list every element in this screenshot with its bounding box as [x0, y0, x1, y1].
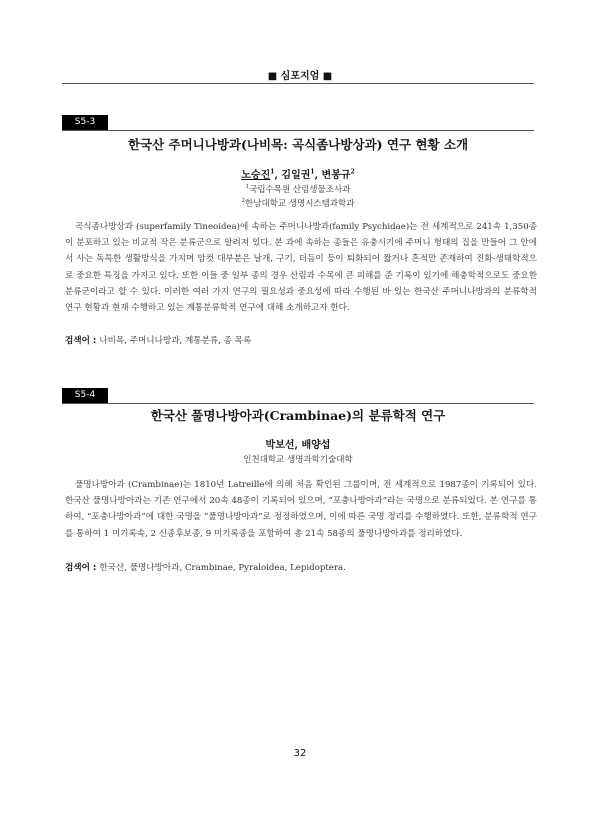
- abstract-body: [65, 219, 537, 316]
- affiliation-line: [62, 197, 534, 209]
- author-name: 박보선: [265, 440, 295, 451]
- author-name: 김일권: [281, 170, 311, 181]
- author-name: 변봉규: [321, 170, 351, 181]
- abstract-divider: [62, 130, 534, 131]
- affiliation-sup: 1: [245, 184, 250, 191]
- affiliation-line: [62, 453, 534, 465]
- abstract-keywords: [65, 561, 537, 573]
- keywords-text: 한국산, 풀명나방아과, Crambinae, Pyraloidea, Lepidoptera.: [99, 563, 346, 573]
- keywords-label: 검색어 :: [65, 563, 100, 573]
- abstract-body: [65, 477, 537, 542]
- abstract-tag: S5-4: [62, 388, 108, 403]
- author-sup: 1: [310, 168, 315, 176]
- abstract-authors: [62, 436, 534, 451]
- affiliation-sup: 2: [241, 198, 246, 205]
- page-header-title: ■ 심포지엄 ■: [267, 71, 333, 82]
- author-name: 노승진: [241, 170, 271, 181]
- author-name: 배양섭: [301, 440, 331, 451]
- affiliation-text: 인천대학교 생명과학기술대학: [243, 455, 353, 465]
- page-number: 32: [293, 748, 307, 759]
- abstract-paragraph: 곡식좀나방상과 (superfamily Tineoidea)에 속하는 주머니나방과(family Psychidae)는 전 세계적으로 241속 1,350종이 분포하고 있는 비교적 작은 분류군으로 알려져 있다. 본 과에 속하는 종들은 유충시기에 주머니 형태의 집을 만들어 그 안에서 사는 독특한 생활방식을 가지며 암컷 대부분은 날개, 구기, 더듬이 등이 퇴화되어 짧거나 흔적만 존재하여 진화-생태학적으로 중요한 특징을 가지고 있다. 또한 이들 중 일부 종의 경우 산림과 수목에 큰 피해를 준 기록이 있기에 해충학적으로도 중요한 분류군이라고 할 수 있다. 이러한 여러 가지 연구의 필요성과 중요성에 따라 수행된 바 있는 한국산 주머니나방과의 분류학적 연구 현황과 현재 수행하고 있는 계통분류학적 연구에 대해 소개하고자 한다.: [65, 222, 537, 314]
- author-separator: ,: [294, 440, 302, 451]
- affiliation-text: 국립수목원 산림생물조사과: [249, 185, 351, 195]
- abstract-keywords: [65, 334, 537, 346]
- affiliation-text: 한남대학교 생명시스템과학과: [245, 199, 355, 209]
- abstract-title: 한국산 주머니나방과(나비목: 곡식좀나방상과) 연구 현황 소개: [127, 137, 469, 152]
- abstract-divider: [62, 403, 534, 404]
- abstract-authors: [62, 166, 534, 181]
- author-sup: 2: [350, 168, 355, 176]
- affiliation-line: [62, 183, 534, 195]
- header-divider: [62, 83, 534, 84]
- author-sup: 1: [270, 168, 275, 176]
- author-separator: ,: [274, 170, 282, 181]
- abstract-paragraph: 풀명나방아과 (Crambinae)는 1810년 Latreille에 의해 처음 확인된 그룹이며, 전 세계적으로 1987종이 기록되어 있다. 한국산 풀명나방아과는 기존 연구에서 20속 48종이 기록되어 있으며, “포충나방아과”라는 국명으로 분류되었다. 본 연구를 통하여, “포충나방아과”에 대한 국명을 “풀명나방아과”로 정정하였으며, 이에 따른 국명 정리를 수행하였다. 또한, 분류학적 연구를 통하여 1 미기록속, 2 신종후보종, 9 미기록종을 포함하여 총 21속 58종의 풀명나방아과를 정리하였다.: [65, 480, 537, 539]
- keywords-label: 검색어 :: [65, 336, 100, 346]
- abstract-tag: S5-3: [62, 115, 108, 130]
- keywords-text: 나비목, 주머니나방과, 계통분류, 종 목록: [99, 336, 252, 346]
- author-separator: ,: [314, 170, 322, 181]
- abstract-title: 한국산 풀명나방아과(Crambinae)의 분류학적 연구: [150, 408, 446, 423]
